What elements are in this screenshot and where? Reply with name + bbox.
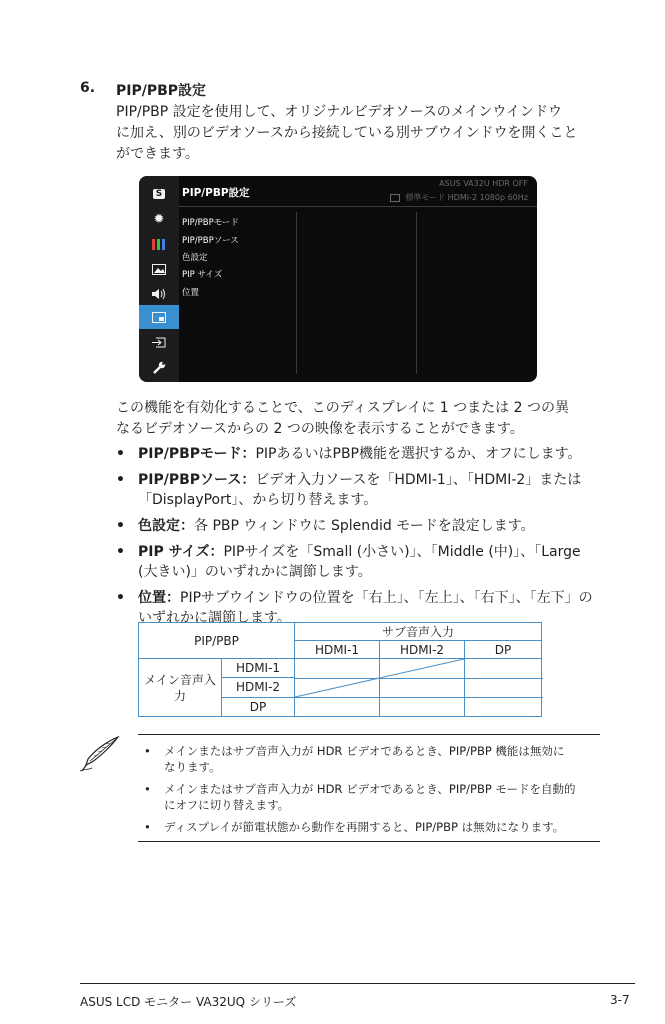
bullet-text: PIPあるいはPBP機能を選択するか、オフにします。 <box>255 446 582 462</box>
bullet-text: 各 PBP ウィンドウに Splendid モードを設定します。 <box>194 518 535 534</box>
color-icon <box>139 232 179 256</box>
note-text: メインまたはサブ音声入力が HDR ビデオであるとき、PIP/PBP モードを自動的 <box>164 782 576 796</box>
description-line: この機能を有効化することで、このディスプレイに 1 つまたは 2 つの異 <box>116 400 569 416</box>
note-rule-top <box>138 734 600 735</box>
osd-menu-screenshot <box>139 176 537 382</box>
bullet-term: PIP/PBPソース： <box>138 472 256 488</box>
brightness-icon: ✹ <box>153 211 165 227</box>
note-bullet: • <box>144 744 151 758</box>
table-col-header: HDMI-2 <box>380 641 465 659</box>
osd-status-mode: 標準モード HDMI-2 1080p 60Hz <box>390 192 528 203</box>
page-number: 3-7 <box>610 993 630 1007</box>
table-row-header: HDMI-1 <box>222 659 295 678</box>
bullet-dot: • <box>116 544 125 560</box>
description-line: なるビデオソースからの 2 つの映像を表示することができます。 <box>116 421 524 437</box>
image-icon <box>139 257 179 281</box>
pip-pbp-icon <box>139 305 179 329</box>
bullet-pip-pbp-mode <box>116 444 616 464</box>
bullet-text: ビデオ入力ソースを「HDMI-1」、「HDMI-2」または <box>255 472 582 488</box>
sound-icon <box>139 282 179 306</box>
note-item <box>144 781 604 813</box>
osd-item-color-setting: 色設定 <box>182 253 208 263</box>
bullet-dot: • <box>116 472 125 488</box>
note-text: ディスプレイが節電状態から動作を再開すると、PIP/PBP は無効になります。 <box>164 820 565 834</box>
bullet-text: (大きい)」のいずれかに調節します。 <box>138 564 372 580</box>
note-bullet: • <box>144 782 151 796</box>
bullet-dot: • <box>116 446 125 462</box>
osd-column-divider <box>296 212 297 374</box>
bullet-text: PIPサブウインドウの位置を「右上」、「左上」、「右下」、「左下」の <box>180 590 593 606</box>
bullet-term: 位置： <box>138 590 180 606</box>
osd-sidebar <box>139 176 179 382</box>
bullet-color-setting <box>116 516 616 536</box>
intro-line: ができます。 <box>116 146 199 162</box>
input-select-icon <box>139 330 179 354</box>
bullet-text: PIPサイズを「Small (小さい)」、「Middle (中)」、「Large <box>223 544 581 560</box>
monitor-icon <box>390 194 400 202</box>
osd-title: PIP/PBP設定 <box>182 187 250 199</box>
intro-line: PIP/PBP 設定を使用して、オリジナルビデオソースのメインウインドウ <box>116 104 563 120</box>
audio-source-table <box>138 622 542 717</box>
table-row-header: HDMI-2 <box>222 678 295 697</box>
bullet-term: 色設定： <box>138 518 194 534</box>
table-sub-audio-header: サブ音声入力 <box>295 623 542 641</box>
osd-column-divider <box>416 212 417 374</box>
note-text: メインまたはサブ音声入力が HDR ビデオであるとき、PIP/PBP 機能は無効に <box>164 744 565 758</box>
bullet-dot: • <box>116 590 125 606</box>
splendid-icon: S <box>139 182 179 206</box>
bullet-term: PIP/PBPモード： <box>138 446 256 462</box>
osd-item-pip-size: PIP サイズ <box>182 270 223 280</box>
note-bullet: • <box>144 820 151 834</box>
table-diagonal-grid <box>295 659 543 716</box>
note-item <box>144 743 604 775</box>
note-text: なります。 <box>164 760 221 774</box>
osd-item-pip-pbp-mode: PIP/PBPモード <box>182 218 239 228</box>
note-item <box>144 819 604 835</box>
table-col-header: DP <box>465 641 542 659</box>
bullet-text: いずれかに調節します。 <box>138 610 291 626</box>
bullet-term: PIP サイズ： <box>138 544 224 560</box>
note-pen-icon <box>78 735 122 777</box>
bullet-pip-pbp-source <box>116 470 616 510</box>
osd-divider <box>179 206 537 207</box>
bullet-text: 「DisplayPort」、から切り替えます。 <box>138 492 378 508</box>
note-rule-bottom <box>138 841 600 842</box>
osd-status-model: ASUS VA32U HDR OFF <box>439 179 528 188</box>
bullet-list <box>116 444 616 634</box>
section-title: PIP/PBP設定 <box>116 83 207 99</box>
osd-item-pip-pbp-source: PIP/PBPソース <box>182 236 239 246</box>
table-row-header: DP <box>222 697 295 716</box>
osd-item-position: 位置 <box>182 288 200 298</box>
intro-line: に加え、別のビデオソースから接続している別サブウインドウを開くこと <box>116 125 578 141</box>
footer-title: ASUS LCD モニター VA32UQ シリーズ <box>80 995 297 1009</box>
intro-paragraph <box>116 102 606 165</box>
table-corner-header: PIP/PBP <box>139 623 295 659</box>
table-main-audio-header: メイン音声入 力 <box>139 659 222 717</box>
note-text: にオフに切り替えます。 <box>164 798 290 812</box>
bullet-pip-size <box>116 542 616 582</box>
bullet-dot: • <box>116 518 125 534</box>
table-body-cells <box>295 659 542 717</box>
feature-description <box>116 398 606 440</box>
system-setup-icon <box>139 355 179 379</box>
table-col-header: HDMI-1 <box>295 641 380 659</box>
section-number: 6. <box>80 80 96 96</box>
footer-rule <box>80 983 635 984</box>
